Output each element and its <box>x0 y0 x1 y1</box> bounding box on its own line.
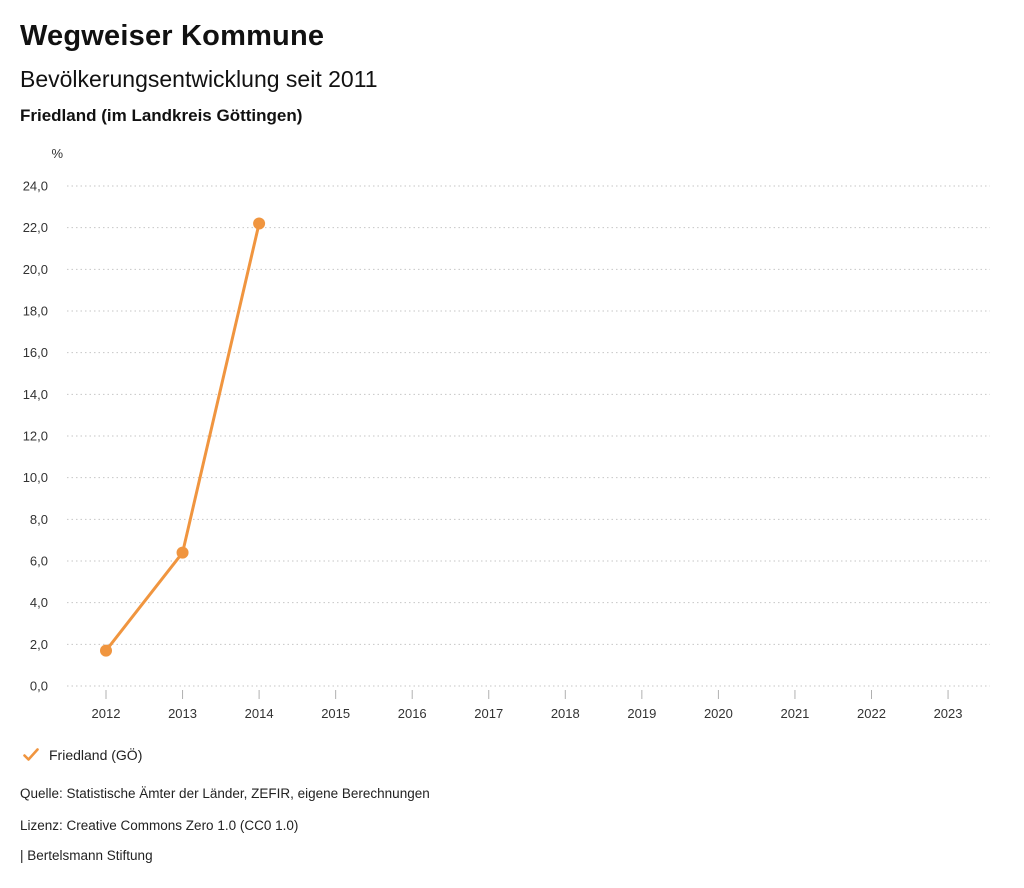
y-tick-label: 22,0 <box>22 220 48 236</box>
y-tick-label: 0,0 <box>29 678 48 694</box>
y-tick-label: 6,0 <box>29 553 48 569</box>
y-tick-label: 14,0 <box>22 386 48 402</box>
x-tick-label: 2019 <box>627 706 657 721</box>
y-tick-label: 12,0 <box>22 428 48 444</box>
x-tick-label: 2023 <box>933 706 963 721</box>
data-point[interactable] <box>253 218 265 230</box>
y-tick-label: 4,0 <box>29 595 48 611</box>
page-title: Wegweiser Kommune <box>20 20 325 52</box>
y-tick-label: 20,0 <box>22 261 48 277</box>
chart-canvas <box>0 140 1024 740</box>
y-tick-label: 8,0 <box>29 511 48 527</box>
x-tick-label: 2014 <box>244 706 274 721</box>
y-tick-label: 10,0 <box>22 470 48 486</box>
y-tick-label: 18,0 <box>22 303 48 319</box>
x-tick-label: 2016 <box>397 706 427 721</box>
chart-title: Bevölkerungsentwicklung seit 2011 <box>20 66 378 92</box>
line-chart <box>0 140 1024 740</box>
check-icon <box>23 748 39 762</box>
series-line <box>106 224 259 651</box>
x-tick-label: 2013 <box>168 706 198 721</box>
x-tick-label: 2022 <box>857 706 886 721</box>
data-point[interactable] <box>177 547 189 559</box>
y-tick-label: 16,0 <box>22 345 48 361</box>
x-tick-label: 2020 <box>703 706 733 721</box>
y-tick-label: 24,0 <box>22 178 48 194</box>
y-axis-unit-label: % <box>51 146 63 161</box>
source-text: Quelle: Statistische Ämter der Länder, ZEFIR, eigene Berechnungen <box>20 786 430 801</box>
x-tick-label: 2012 <box>91 706 121 721</box>
region-name: Friedland (im Landkreis Göttingen) <box>20 106 303 125</box>
publisher-text: | Bertelsmann Stiftung <box>20 848 153 863</box>
x-tick-label: 2021 <box>780 706 810 721</box>
license-text: Lizenz: Creative Commons Zero 1.0 (CC0 1.0) <box>20 818 299 833</box>
data-point[interactable] <box>100 645 112 657</box>
x-tick-label: 2017 <box>474 706 504 721</box>
x-tick-label: 2015 <box>321 706 351 721</box>
legend-item-friedland[interactable] <box>23 744 142 766</box>
x-tick-label: 2018 <box>550 706 580 721</box>
legend-label: Friedland (GÖ) <box>49 747 143 763</box>
y-tick-label: 2,0 <box>29 636 48 652</box>
